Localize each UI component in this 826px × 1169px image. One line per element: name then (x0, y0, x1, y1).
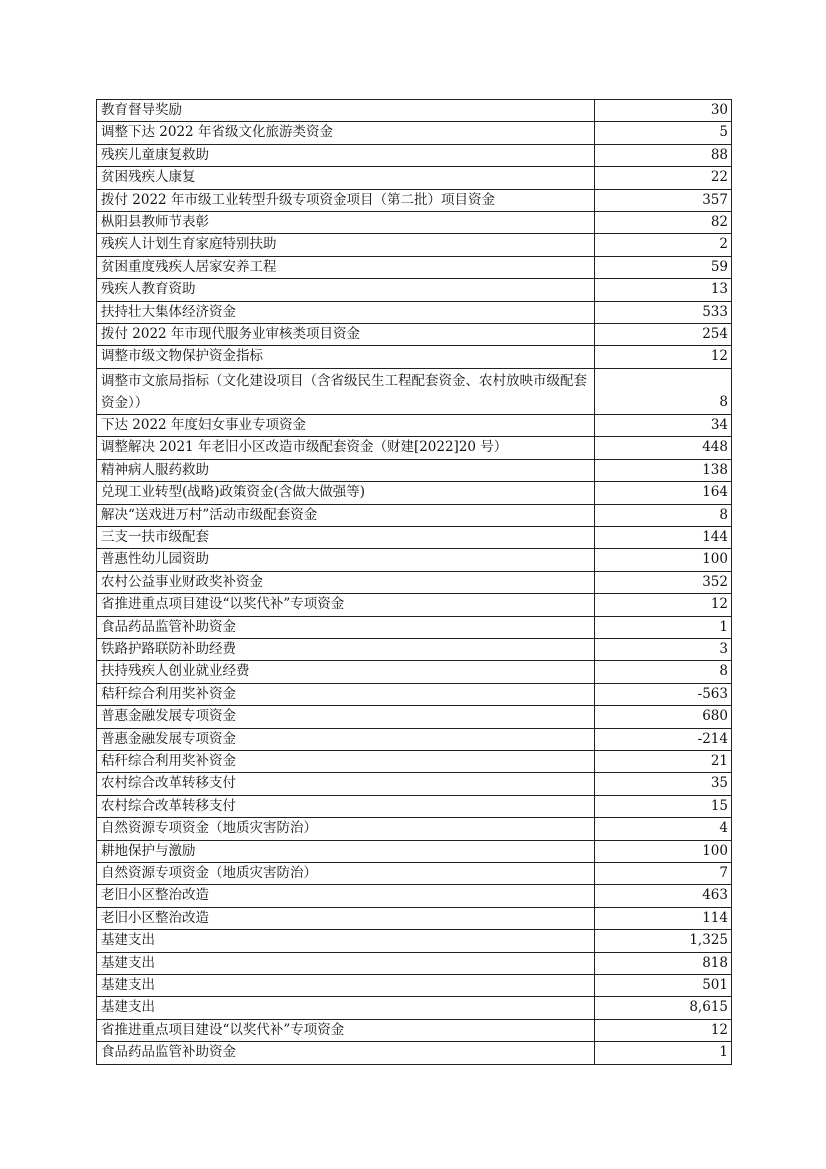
item-name-cell: 普惠金融发展专项资金 (97, 728, 595, 750)
table-row (97, 930, 732, 952)
item-name-cell: 普惠金融发展专项资金 (97, 706, 595, 728)
table-row (97, 234, 732, 256)
item-name-cell: 老旧小区整治改造 (97, 885, 595, 907)
table-row (97, 997, 732, 1019)
amount-cell: 680 (595, 706, 732, 728)
table-row (97, 256, 732, 278)
item-name-cell: 精神病人服药救助 (97, 459, 595, 481)
item-name-cell: 调整市级文物保护资金指标 (97, 346, 595, 368)
amount-cell: 21 (595, 750, 732, 772)
table-row (97, 482, 732, 504)
amount-cell: 15 (595, 795, 732, 817)
item-name-cell: 下达 2022 年度妇女事业专项资金 (97, 414, 595, 436)
amount-cell: 5 (595, 122, 732, 144)
amount-cell: 34 (595, 414, 732, 436)
amount-cell: 13 (595, 279, 732, 301)
table-row (97, 189, 732, 211)
amount-cell: 357 (595, 189, 732, 211)
table-row (97, 863, 732, 885)
item-name-cell: 基建支出 (97, 930, 595, 952)
item-name-cell: 调整市文旅局指标（文化建设项目（含省级民生工程配套资金、农村放映市级配套资金）） (97, 368, 595, 414)
amount-cell: 8 (595, 504, 732, 526)
amount-cell: 352 (595, 571, 732, 593)
amount-cell: 35 (595, 773, 732, 795)
table-row (97, 144, 732, 166)
amount-cell: 463 (595, 885, 732, 907)
table-body (97, 100, 732, 1065)
table-row (97, 368, 732, 414)
item-name-cell: 老旧小区整治改造 (97, 907, 595, 929)
amount-cell: 4 (595, 818, 732, 840)
item-name-cell: 基建支出 (97, 975, 595, 997)
item-name-cell: 扶持残疾人创业就业经费 (97, 661, 595, 683)
amount-cell: 100 (595, 549, 732, 571)
table-row (97, 616, 732, 638)
table-row (97, 100, 732, 122)
table-row (97, 549, 732, 571)
amount-cell: 2 (595, 234, 732, 256)
item-name-cell: 省推进重点项目建设“以奖代补”专项资金 (97, 1019, 595, 1041)
table-row (97, 414, 732, 436)
item-name-cell: 残疾儿童康复救助 (97, 144, 595, 166)
table-row (97, 212, 732, 234)
item-name-cell: 农村综合改革转移支付 (97, 795, 595, 817)
amount-cell: 7 (595, 863, 732, 885)
item-name-cell: 基建支出 (97, 952, 595, 974)
amount-cell: -214 (595, 728, 732, 750)
item-name-cell: 扶持壮大集体经济资金 (97, 301, 595, 323)
item-name-cell: 拨付 2022 年市现代服务业审核类项目资金 (97, 324, 595, 346)
item-name-cell: 普惠性幼儿园资助 (97, 549, 595, 571)
item-name-cell: 省推进重点项目建设“以奖代补”专项资金 (97, 594, 595, 616)
amount-cell: -563 (595, 683, 732, 705)
table-row (97, 526, 732, 548)
amount-cell: 448 (595, 437, 732, 459)
amount-cell: 59 (595, 256, 732, 278)
item-name-cell: 枞阳县教师节表彰 (97, 212, 595, 234)
table-row (97, 594, 732, 616)
item-name-cell: 基建支出 (97, 997, 595, 1019)
table-row (97, 279, 732, 301)
amount-cell: 12 (595, 1019, 732, 1041)
table-row (97, 1042, 732, 1064)
amount-cell: 144 (595, 526, 732, 548)
item-name-cell: 兑现工业转型(战略)政策资金(含做大做强等) (97, 482, 595, 504)
amount-cell: 8 (595, 661, 732, 683)
item-name-cell: 农村公益事业财政奖补资金 (97, 571, 595, 593)
item-name-cell: 食品药品监管补助资金 (97, 1042, 595, 1064)
amount-cell: 82 (595, 212, 732, 234)
amount-cell: 88 (595, 144, 732, 166)
item-name-cell: 秸秆综合利用奖补资金 (97, 683, 595, 705)
item-name-cell: 调整解决 2021 年老旧小区改造市级配套资金（财建[2022]20 号） (97, 437, 595, 459)
item-name-cell: 贫困重度残疾人居家安养工程 (97, 256, 595, 278)
item-name-cell: 自然资源专项资金（地质灾害防治） (97, 863, 595, 885)
table-row (97, 885, 732, 907)
amount-cell: 1 (595, 1042, 732, 1064)
table-row (97, 324, 732, 346)
table-row (97, 167, 732, 189)
table-row (97, 661, 732, 683)
allocation-table (96, 99, 732, 1065)
item-name-cell: 残疾人计划生育家庭特别扶助 (97, 234, 595, 256)
table-row (97, 706, 732, 728)
amount-cell: 8 (595, 368, 732, 414)
amount-cell: 12 (595, 346, 732, 368)
table-row (97, 750, 732, 772)
table-row (97, 571, 732, 593)
table-row (97, 122, 732, 144)
table-row (97, 683, 732, 705)
table-row (97, 346, 732, 368)
table-row (97, 437, 732, 459)
table-row (97, 952, 732, 974)
amount-cell: 818 (595, 952, 732, 974)
amount-cell: 533 (595, 301, 732, 323)
amount-cell: 138 (595, 459, 732, 481)
table-row (97, 840, 732, 862)
table-row (97, 301, 732, 323)
table-row (97, 773, 732, 795)
table-row (97, 818, 732, 840)
amount-cell: 501 (595, 975, 732, 997)
item-name-cell: 自然资源专项资金（地质灾害防治） (97, 818, 595, 840)
item-name-cell: 农村综合改革转移支付 (97, 773, 595, 795)
amount-cell: 8,615 (595, 997, 732, 1019)
amount-cell: 1 (595, 616, 732, 638)
table-row (97, 1019, 732, 1041)
item-name-cell: 解决“送戏进万村”活动市级配套资金 (97, 504, 595, 526)
amount-cell: 30 (595, 100, 732, 122)
amount-cell: 164 (595, 482, 732, 504)
amount-cell: 114 (595, 907, 732, 929)
amount-cell: 12 (595, 594, 732, 616)
table-row (97, 907, 732, 929)
item-name-cell: 拨付 2022 年市级工业转型升级专项资金项目（第二批）项目资金 (97, 189, 595, 211)
table-row (97, 504, 732, 526)
item-name-cell: 耕地保护与激励 (97, 840, 595, 862)
table-row (97, 795, 732, 817)
item-name-cell: 食品药品监管补助资金 (97, 616, 595, 638)
item-name-cell: 教育督导奖励 (97, 100, 595, 122)
table-row (97, 975, 732, 997)
item-name-cell: 三支一扶市级配套 (97, 526, 595, 548)
amount-cell: 254 (595, 324, 732, 346)
table-row (97, 459, 732, 481)
item-name-cell: 贫困残疾人康复 (97, 167, 595, 189)
table-row (97, 638, 732, 660)
amount-cell: 1,325 (595, 930, 732, 952)
item-name-cell: 秸秆综合利用奖补资金 (97, 750, 595, 772)
amount-cell: 100 (595, 840, 732, 862)
item-name-cell: 调整下达 2022 年省级文化旅游类资金 (97, 122, 595, 144)
table-row (97, 728, 732, 750)
amount-cell: 22 (595, 167, 732, 189)
item-name-cell: 铁路护路联防补助经费 (97, 638, 595, 660)
item-name-cell: 残疾人教育资助 (97, 279, 595, 301)
amount-cell: 3 (595, 638, 732, 660)
